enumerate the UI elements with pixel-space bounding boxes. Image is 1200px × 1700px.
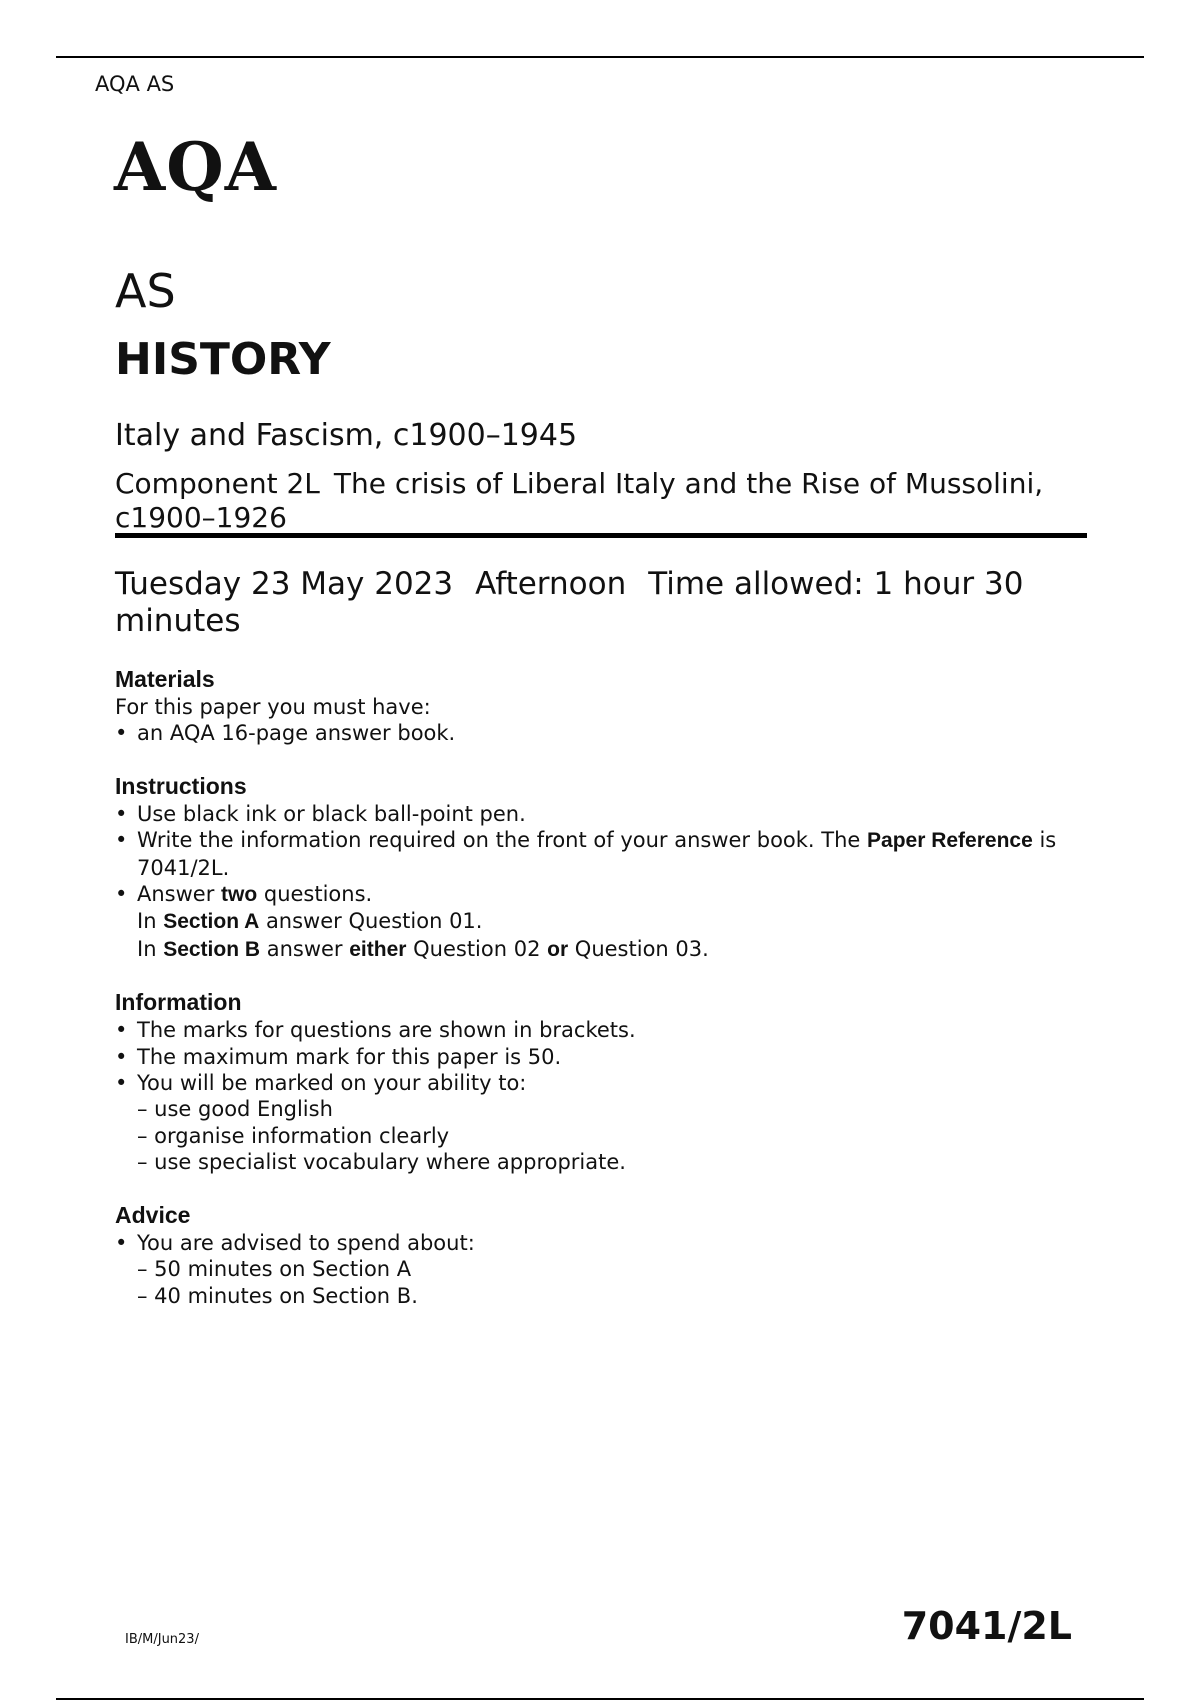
information-subitem: – use good English — [137, 1097, 333, 1122]
materials-item: • an AQA 16-page answer book. — [115, 720, 1075, 746]
materials-intro: For this paper you must have: — [115, 695, 431, 719]
component-name: The crisis of Liberal Italy and the Rise of Mussolini, c1900–1926 — [115, 467, 1044, 534]
advice-subitem: – 50 minutes on Section A — [137, 1257, 412, 1282]
paper-code: 7041/2L — [901, 1604, 1072, 1648]
information-subitem: – organise information clearly — [137, 1123, 450, 1148]
instruction-item: • Use black ink or black ball-point pen. — [115, 801, 1075, 827]
instruction-subitem: In Section A answer Question 01. — [137, 909, 483, 934]
information-section — [115, 989, 1075, 1175]
instruction-subitem: In Section B answer either Question 02 or Question 03. — [137, 936, 709, 961]
information-item: • The marks for questions are shown in brackets. — [115, 1017, 1075, 1043]
advice-subitem: – 40 minutes on Section B. — [137, 1283, 418, 1308]
information-item: • You will be marked on your ability to: — [115, 1070, 1075, 1096]
title-divider — [115, 533, 1087, 538]
footer-reference: IB/M/Jun23/ — [125, 1632, 199, 1647]
subject-title: HISTORY — [115, 334, 331, 385]
top-rule — [56, 56, 1144, 58]
component-title — [115, 467, 1075, 535]
instructions-heading: Instructions — [115, 772, 247, 799]
header-label: AQA AS — [95, 72, 175, 96]
information-heading: Information — [115, 989, 242, 1016]
exam-dateline — [115, 566, 1075, 640]
advice-section — [115, 1202, 1075, 1309]
exam-date: Tuesday 23 May 2023 — [115, 566, 454, 602]
aqa-logo: AQA — [114, 128, 277, 206]
materials-heading: Materials — [115, 666, 215, 692]
time-allowed: Time allowed: 1 hour 30 minutes — [115, 566, 1024, 639]
exam-session: Afternoon — [475, 566, 627, 602]
instruction-item: • Answer two questions. — [115, 881, 1075, 908]
instructions-section — [115, 773, 1075, 963]
instruction-item: • Write the information required on the front of your answer book. The Paper Reference is 7041/2L. — [115, 827, 1075, 881]
topic-title: Italy and Fascism, c1900–1945 — [115, 418, 578, 453]
qualification-level: AS — [115, 264, 176, 318]
advice-item: • You are advised to spend about: — [115, 1230, 1075, 1256]
advice-heading: Advice — [115, 1201, 191, 1228]
component-code: Component 2L — [115, 467, 320, 500]
materials-section — [115, 666, 1075, 747]
information-item: • The maximum mark for this paper is 50. — [115, 1044, 1075, 1070]
information-subitem: – use specialist vocabulary where appropriate. — [137, 1150, 626, 1175]
instructions-block — [115, 666, 1075, 1335]
